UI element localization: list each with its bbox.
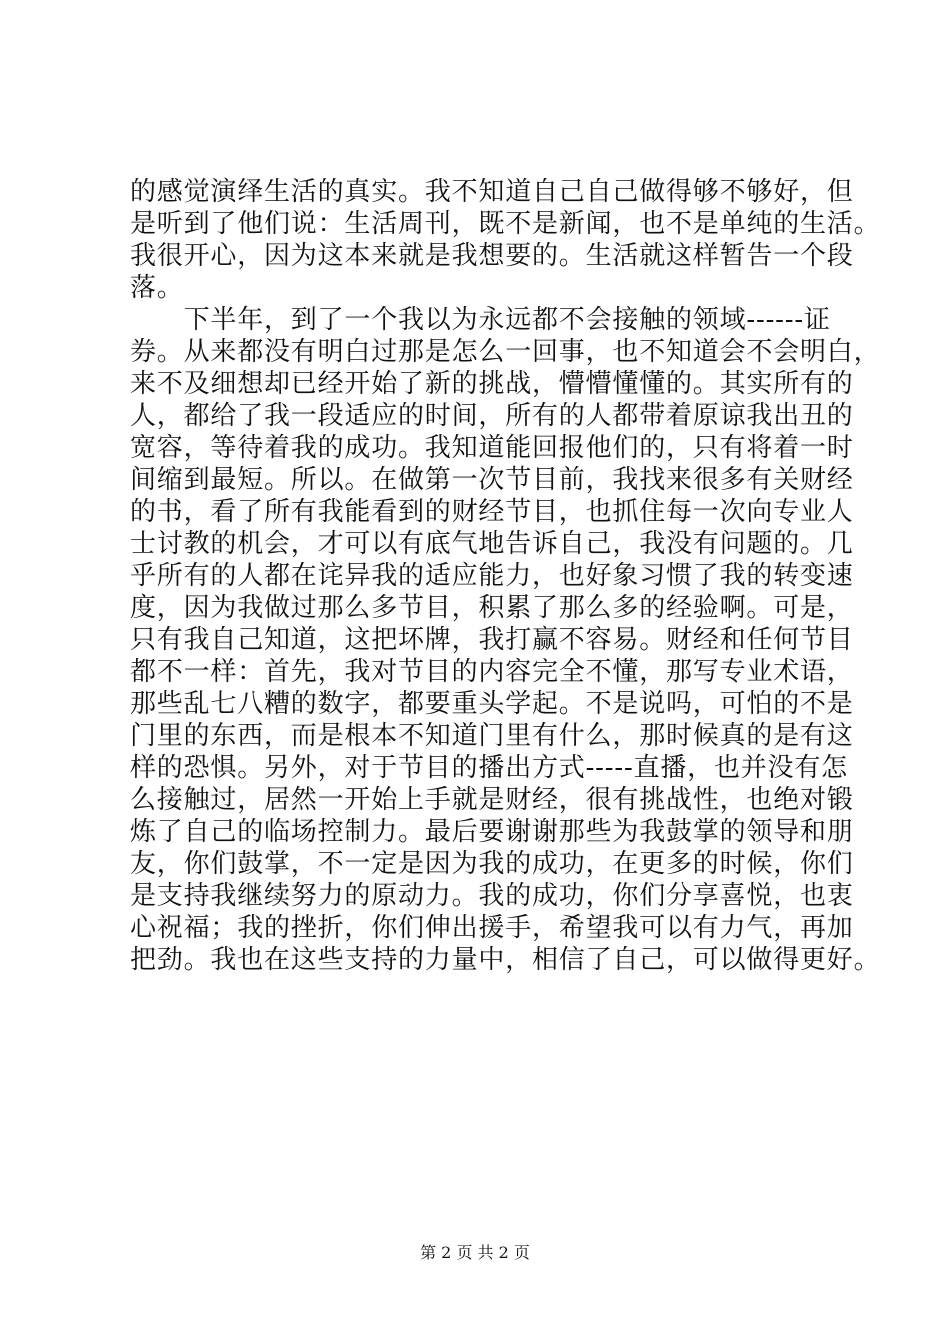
- text-line: 炼了自己的临场控制力。最后要谢谢那些为我鼓掌的领导和朋: [130, 817, 854, 847]
- text-line: 都不一样：首先，我对节目的内容完全不懂，那写专业术语，: [130, 657, 854, 687]
- text-line: 券。从来都没有明白过那是怎么一回事，也不知道会不会明白，: [130, 337, 881, 367]
- page-number-footer: 第 2 页 共 2 页: [420, 1243, 530, 1262]
- text-line: 士讨教的机会，才可以有底气地告诉自己，我没有问题的。几: [130, 529, 854, 559]
- text-line: 只有我自己知道，这把坏牌，我打赢不容易。财经和任何节目: [130, 625, 854, 655]
- text-line: 乎所有的人都在诧异我的适应能力，也好象习惯了我的转变速: [130, 561, 854, 591]
- text-line: 的书，看了所有我能看到的财经节目，也抓住每一次向专业人: [130, 497, 854, 527]
- text-line: 度，因为我做过那么多节目，积累了那么多的经验啊。可是，: [130, 593, 854, 623]
- text-line: 人，都给了我一段适应的时间，所有的人都带着原谅我出丑的: [130, 401, 854, 431]
- text-line: 心祝福；我的挫折，你们伸出援手，希望我可以有力气，再加: [130, 913, 854, 943]
- text-line: 门里的东西，而是根本不知道门里有什么，那时候真的是有这: [130, 721, 854, 751]
- text-line: 宽容，等待着我的成功。我知道能回报他们的，只有将着一时: [130, 433, 854, 463]
- text-line: 我很开心，因为这本来就是我想要的。生活就这样暂告一个段: [130, 241, 854, 271]
- text-line: 下半年，到了一个我以为永远都不会接触的领域------证: [130, 305, 831, 335]
- text-line: 间缩到最短。所以。在做第一次节目前，我找来很多有关财经: [130, 465, 854, 495]
- text-line: 么接触过，居然一开始上手就是财经，很有挑战性，也绝对锻: [130, 785, 854, 815]
- text-line: 样的恐惧。另外，对于节目的播出方式-----直播，也并没有怎: [130, 753, 848, 783]
- text-line: 来不及细想却已经开始了新的挑战，懵懵懂懂的。其实所有的: [130, 369, 854, 399]
- text-line: 是支持我继续努力的原动力。我的成功，你们分享喜悦，也衷: [130, 881, 854, 911]
- text-line: 把劲。我也在这些支持的力量中，相信了自己，可以做得更好。: [130, 945, 881, 975]
- text-line: 是听到了他们说：生活周刊，既不是新闻，也不是单纯的生活。: [130, 209, 881, 239]
- text-line: 的感觉演绎生活的真实。我不知道自己自己做得够不够好，但: [130, 177, 854, 207]
- text-line: 友，你们鼓掌，不一定是因为我的成功，在更多的时候，你们: [130, 849, 854, 879]
- text-line: 那些乱七八糟的数字，都要重头学起。不是说吗，可怕的不是: [130, 689, 854, 719]
- text-line: 落。: [130, 273, 184, 303]
- document-body: [130, 176, 881, 976]
